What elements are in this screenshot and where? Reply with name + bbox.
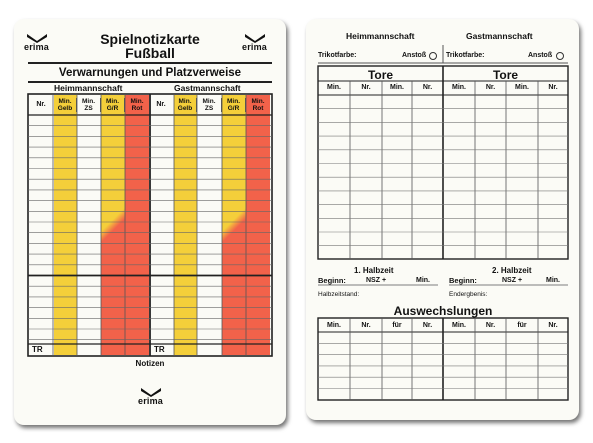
away-subs-col-min: Min. (452, 322, 466, 329)
home-gr-header-bottom: G/R (101, 105, 125, 112)
second-half-title: 2. Halbzeit (492, 266, 532, 275)
home-gelb-header-bottom: Gelb (54, 105, 77, 112)
home-jersey-label: Trikotfarbe: (318, 52, 357, 59)
home-subs-col-min: Min. (327, 322, 341, 329)
home-subs-col-nr2: Nr. (422, 322, 433, 329)
home-team-label: Heimmannschaft (54, 83, 123, 93)
home-tr-label: TR (32, 345, 43, 354)
away-team-label: Gastmannschaft (174, 83, 241, 93)
brand-text-left: erima (24, 42, 50, 52)
away-goals-title: Tore (492, 68, 519, 82)
away-goals-col-nr1: Nr. (485, 84, 496, 91)
away-nr-header: Nr. (156, 101, 166, 108)
away-zs-header-top: Min. (197, 98, 222, 105)
home-zs-header-bottom: ZS (77, 105, 101, 112)
away-goals-col-min2: Min. (515, 84, 529, 91)
away-subs-col-nr2: Nr. (548, 322, 558, 329)
second-half-min-label: Min. (546, 277, 560, 284)
card-title-line1: Spielnotizkarte (100, 31, 200, 47)
away-goals-col-nr2: Nr. (548, 84, 558, 91)
home-gelb-header-top: Min. (54, 98, 77, 105)
final-score-label: Endergbenis: (449, 291, 488, 298)
away-gelb-header-top: Min. (174, 98, 197, 105)
home-goals-col-nr1: Nr. (361, 84, 371, 91)
home-gr-header-top: Min. (101, 98, 125, 105)
away-gelb-header-bottom: Gelb (174, 105, 197, 112)
home-rot-header-bottom: Rot (131, 105, 143, 112)
away-gr-header-top: Min. (222, 98, 246, 105)
away-kickoff-label: Anstoß (528, 52, 553, 59)
card-title-line2: Fußball (125, 45, 175, 61)
away-team-label: Gastmannschaft (466, 31, 533, 41)
away-subs-col-nr: Nr. (485, 322, 496, 329)
home-goals-col-min2: Min. (390, 84, 404, 91)
halftime-score-label: Halbzeitstand: (318, 291, 360, 298)
away-goals-col-min1: Min. (452, 84, 466, 91)
brand-text-bottom: erima (138, 396, 164, 406)
second-half-start-label: Beginn: (449, 276, 477, 285)
erima-logo-bottom (138, 387, 163, 406)
home-team-label: Heimmannschaft (346, 31, 415, 41)
match-report-grid (306, 19, 579, 420)
away-zs-header-bottom: ZS (197, 105, 222, 112)
away-tr-label: TR (154, 345, 165, 354)
away-jersey-label: Trikotfarbe: (446, 52, 485, 59)
first-half-min-label: Min. (416, 277, 430, 284)
away-subs-col-fuer: für (517, 322, 527, 329)
second-half-nsz-label: NSZ + (502, 277, 523, 284)
home-rot-header-top: Min. (130, 98, 144, 105)
home-kickoff-label: Anstoß (402, 52, 427, 59)
first-half-start-label: Beginn: (318, 276, 346, 285)
home-zs-header-top: Min. (77, 98, 101, 105)
brand-text-right: erima (242, 42, 268, 52)
home-goals-col-min1: Min. (327, 84, 341, 91)
card-subtitle: Verwarnungen und Platzverweise (58, 67, 242, 79)
home-subs-col-fuer: für (392, 322, 402, 329)
home-goals-col-nr2: Nr. (422, 84, 433, 91)
away-rot-header-bottom: Rot (252, 105, 264, 112)
home-goals-title: Tore (367, 68, 394, 82)
notes-label: Notizen (135, 359, 165, 368)
first-half-title: 1. Halbzeit (354, 266, 394, 275)
away-rot-header-top: Min. (251, 98, 265, 105)
first-half-nsz-label: NSZ + (366, 277, 387, 284)
substitutions-title: Auswechslungen (393, 304, 493, 318)
home-nr-header: Nr. (36, 101, 46, 108)
referee-card-back (306, 19, 579, 420)
home-subs-col-nr: Nr. (361, 322, 371, 329)
referee-card-front (14, 19, 286, 425)
away-gr-header-bottom: G/R (222, 105, 246, 112)
